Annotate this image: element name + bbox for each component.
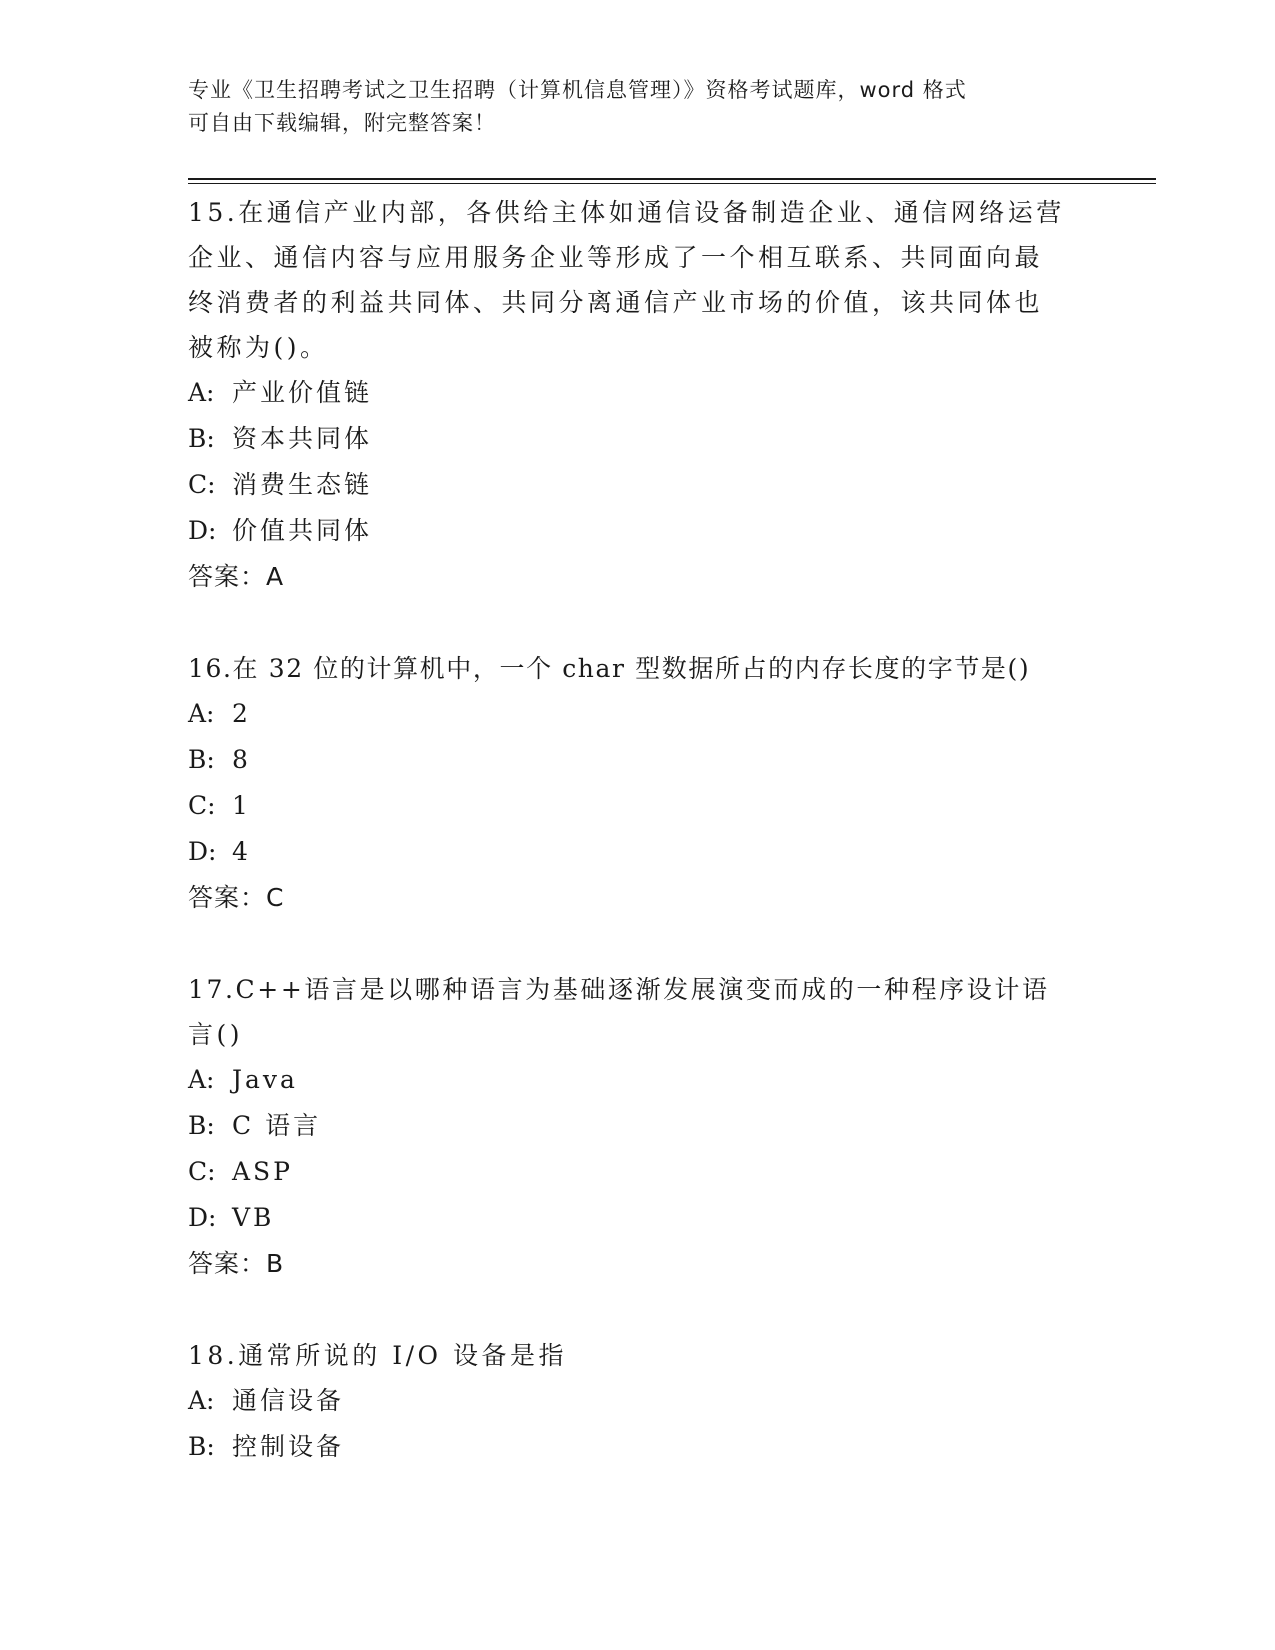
option-text: 资本共同体 <box>232 424 373 453</box>
stem-line: 被称为()。 <box>188 333 329 362</box>
option-text: 通信设备 <box>232 1386 345 1415</box>
option-text: 消费生态链 <box>232 470 373 499</box>
option-key: A: <box>188 1065 215 1094</box>
stem-line: 15.在通信产业内部，各供给主体如通信设备制造企业、通信网络运营 <box>188 198 1065 227</box>
option-key: B: <box>188 1111 215 1140</box>
answer-line: 答案：B <box>188 1249 285 1278</box>
option-b <box>188 1103 1088 1149</box>
option-key: A: <box>188 378 215 407</box>
option-key: D: <box>188 1203 217 1232</box>
option-key: C: <box>188 791 216 820</box>
stem-line: 终消费者的利益共同体、共同分离通信产业市场的价值，该共同体也 <box>188 288 1044 317</box>
question-17 <box>188 967 1088 1287</box>
option-key: B: <box>188 424 215 453</box>
option-key: B: <box>188 745 215 774</box>
option-d <box>188 1195 1088 1241</box>
question-15 <box>188 190 1088 600</box>
document-header <box>188 74 1068 140</box>
option-key: A: <box>188 1386 215 1415</box>
question-stem <box>188 190 1088 370</box>
option-b <box>188 737 1088 783</box>
header-line-2: 可自由下载编辑，附完整答案！ <box>188 111 496 135</box>
option-text: 价值共同体 <box>232 516 373 545</box>
option-key: A: <box>188 699 215 728</box>
option-key: D: <box>188 516 217 545</box>
option-key: D: <box>188 837 217 866</box>
stem-line: 16.在 32 位的计算机中，一个 char 型数据所占的内存长度的字节是() <box>188 654 1031 683</box>
option-c <box>188 462 1088 508</box>
option-c <box>188 783 1088 829</box>
header-line-1: 专业《卫生招聘考试之卫生招聘（计算机信息管理）》资格考试题库，word 格式 <box>188 78 967 102</box>
option-b <box>188 1424 1088 1470</box>
stem-line: 言() <box>188 1020 244 1049</box>
header-divider-thick <box>188 178 1156 180</box>
option-d <box>188 829 1088 875</box>
option-c <box>188 1149 1088 1195</box>
question-16 <box>188 646 1088 921</box>
option-b <box>188 416 1088 462</box>
option-a <box>188 1057 1088 1103</box>
answer-line: 答案：C <box>188 883 285 912</box>
option-text: 控制设备 <box>232 1432 345 1461</box>
option-key: B: <box>188 1432 215 1461</box>
option-a <box>188 370 1088 416</box>
option-a <box>188 1378 1088 1424</box>
stem-line: 17.C++语言是以哪种语言为基础逐渐发展演变而成的一种程序设计语 <box>188 975 1050 1004</box>
option-text: VB <box>232 1203 275 1232</box>
question-list <box>188 190 1088 1516</box>
option-text: ASP <box>232 1157 294 1186</box>
stem-line: 企业、通信内容与应用服务企业等形成了一个相互联系、共同面向最 <box>188 243 1044 272</box>
question-18 <box>188 1333 1088 1470</box>
question-stem <box>188 646 1088 691</box>
option-text: Java <box>232 1065 298 1094</box>
option-text: 4 <box>232 837 251 866</box>
header-divider-thin <box>188 183 1156 184</box>
question-stem <box>188 967 1088 1057</box>
option-text: C 语言 <box>232 1111 322 1140</box>
option-d <box>188 508 1088 554</box>
question-stem <box>188 1333 1088 1378</box>
stem-line: 18.通常所说的 I/O 设备是指 <box>188 1341 567 1370</box>
option-key: C: <box>188 1157 216 1186</box>
option-a <box>188 691 1088 737</box>
answer-line: 答案：A <box>188 562 285 591</box>
option-key: C: <box>188 470 216 499</box>
option-text: 8 <box>232 745 251 774</box>
option-text: 产业价值链 <box>232 378 373 407</box>
option-text: 1 <box>232 791 251 820</box>
option-text: 2 <box>232 699 251 728</box>
